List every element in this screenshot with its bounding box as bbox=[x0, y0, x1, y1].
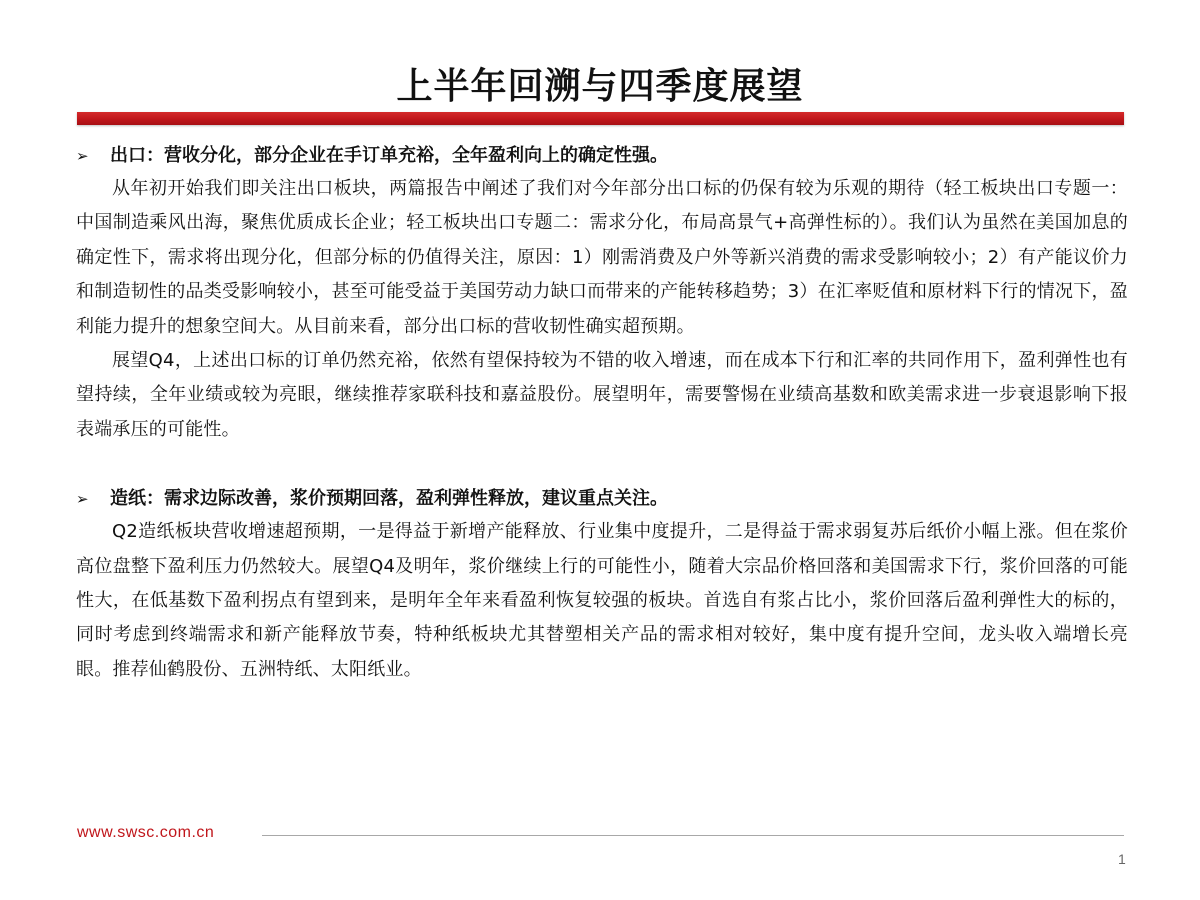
section-heading-text: 出口：营收分化，部分企业在手订单充裕，全年盈利向上的确定性强。 bbox=[110, 145, 668, 166]
section-export bbox=[76, 140, 1128, 447]
export-paragraph-1: 从年初开始我们即关注出口板块，两篇报告中阐述了我们对今年部分出口标的仍保有较为乐观的期待（轻工板块出口专题一：中国制造乘风出海，聚焦优质成长企业；轻工板块出口专题二：需求分化，布局高景气+高弹性标的）。我们认为虽然在美国加息的确定性下，需求将出现分化，但部分标的仍值得关注，原因：1）刚需消费及户外等新兴消费的需求受影响较小；2）有产能议价力和制造韧性的品类受影响较小，甚至可能受益于美国劳动力缺口而带来的产能转移趋势；3）在汇率贬值和原材料下行的情况下，盈利能力提升的想象空间大。从目前来看，部分出口标的营收韧性确实超预期。 bbox=[76, 178, 1128, 337]
slide-title: 上半年回溯与四季度展望 bbox=[396, 66, 804, 107]
section-heading-export bbox=[76, 140, 1128, 172]
paper-paragraph-1: Q2造纸板块营收增速超预期，一是得益于新增产能释放、行业集中度提升，二是得益于需求弱复苏后纸价小幅上涨。但在浆价高位盘整下盈利压力仍然较大。展望Q4及明年，浆价继续上行的可能性小，随着大宗品价格回落和美国需求下行，浆价回落的可能性大，在低基数下盈利拐点有望到来，是明年全年来看盈利恢复较强的板块。首选自有浆占比小，浆价回落后盈利弹性大的标的，同时考虑到终端需求和新产能释放节奏，特种纸板块尤其替塑相关产品的需求相对较好，集中度有提升空间，龙头收入端增长亮眼。推荐仙鹤股份、五洲特纸、太阳纸业。 bbox=[76, 521, 1128, 680]
footer-website-link[interactable]: www.swsc.com.cn bbox=[77, 824, 215, 841]
section-heading-text: 造纸：需求边际改善，浆价预期回落，盈利弹性释放，建议重点关注。 bbox=[110, 488, 668, 510]
export-paragraph-2: 展望Q4，上述出口标的订单仍然充裕，依然有望保持较为不错的收入增速，而在成本下行和汇率的共同作用下，盈利弹性也有望持续，全年业绩或较为亮眼，继续推荐家联科技和嘉益股份。展望明年，需要警惕在业绩高基数和欧美需求进一步衰退影响下报表端承压的可能性。 bbox=[76, 350, 1128, 440]
section-heading-paper bbox=[76, 483, 1128, 515]
section-paper bbox=[76, 483, 1128, 687]
page-number: 1 bbox=[1118, 851, 1126, 867]
arrow-bullet-icon: ➢ bbox=[76, 490, 89, 509]
slide-content bbox=[76, 140, 1128, 687]
footer-divider bbox=[262, 835, 1124, 836]
arrow-bullet-icon: ➢ bbox=[76, 147, 89, 165]
title-underline-bar bbox=[77, 112, 1124, 125]
